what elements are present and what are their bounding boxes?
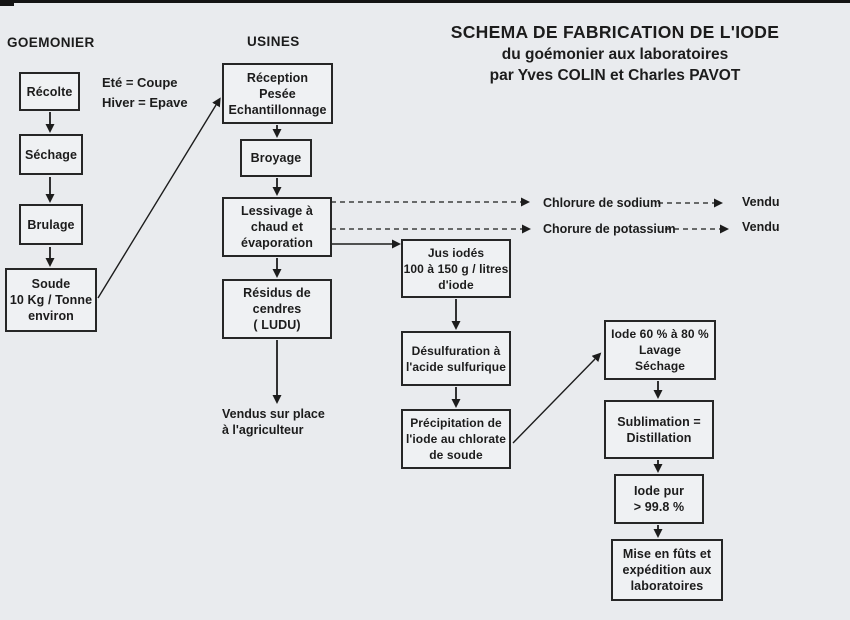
process-box-residus-cendres xyxy=(222,279,332,339)
box-line: > 99.8 % xyxy=(633,500,685,514)
vendu-potassium-label: Vendu xyxy=(742,220,780,234)
chlorure-sodium-label: Chlorure de sodium xyxy=(543,196,662,210)
box-line: 100 à 150 g / litres xyxy=(403,261,509,276)
vendus-sur-place-line1: Vendus sur place xyxy=(222,407,325,421)
process-box-brulage xyxy=(19,204,83,245)
column-heading-goemonier: GOEMONIER xyxy=(7,35,95,50)
box-line: expédition aux xyxy=(622,563,712,577)
box-line: ( LUDU) xyxy=(253,318,301,332)
box-line: Sublimation = xyxy=(617,414,701,429)
page-subtitle: du goémonier aux laboratoires xyxy=(501,46,729,63)
arrow-precipitation-to-iode-60-80 xyxy=(513,359,595,443)
vendus-sur-place-label xyxy=(222,406,325,438)
season-note-line2: Hiver = Epave xyxy=(102,95,188,110)
box-line: chaud et xyxy=(250,220,304,234)
box-line: Réception xyxy=(246,70,309,85)
box-line: Broyage xyxy=(250,151,302,165)
box-line: Pesée xyxy=(259,86,296,101)
process-box-precipitation xyxy=(401,409,511,469)
process-box-lessivage xyxy=(222,197,332,257)
season-note-line1: Eté = Coupe xyxy=(102,75,178,90)
box-line: Récolte xyxy=(26,84,73,99)
diagram-title-block xyxy=(410,22,820,85)
page-title: SCHEMA DE FABRICATION DE L'IODE xyxy=(450,22,780,42)
box-line: Brulage xyxy=(27,217,75,232)
process-box-soude xyxy=(5,268,97,332)
box-line: 10 Kg / Tonne xyxy=(9,293,93,307)
process-box-iode-pur xyxy=(614,474,704,524)
vendu-sodium-label: Vendu xyxy=(742,195,780,209)
box-line: l'iode au chlorate xyxy=(405,432,506,446)
box-line: Distillation xyxy=(626,430,692,445)
process-box-sublimation xyxy=(604,400,714,459)
box-line: Résidus de xyxy=(243,286,311,300)
box-line: de soude xyxy=(429,448,483,462)
process-box-recolte xyxy=(19,72,80,111)
box-line: Précipitation de xyxy=(410,416,502,430)
box-line: évaporation xyxy=(241,236,313,250)
box-line: Soude xyxy=(31,277,71,291)
process-box-sechage xyxy=(19,134,83,175)
box-line: Séchage xyxy=(24,147,78,162)
chorure-potassium-label: Chorure de potassium xyxy=(543,222,676,236)
box-line: Désulfuration à xyxy=(411,343,501,358)
box-line: Iode pur xyxy=(633,484,685,498)
process-box-broyage xyxy=(240,139,312,177)
process-box-mise-en-futs xyxy=(611,539,723,601)
process-box-iode-60-80 xyxy=(604,320,716,380)
box-line: Mise en fûts et xyxy=(622,547,712,561)
box-line: Jus iodés xyxy=(427,245,485,260)
season-note xyxy=(102,73,188,113)
box-line: environ xyxy=(28,309,74,323)
arrow-soude-to-reception xyxy=(98,105,216,298)
process-box-desulfuration xyxy=(401,331,511,386)
box-line: Iode 60 % à 80 % xyxy=(611,327,709,341)
column-heading-usines: USINES xyxy=(247,34,300,49)
box-line: laboratoires xyxy=(630,579,704,593)
box-line: Echantillonnage xyxy=(228,102,327,117)
box-line: Lessivage à xyxy=(241,204,313,218)
page-authors: par Yves COLIN et Charles PAVOT xyxy=(489,67,741,84)
vendus-sur-place-line2: à l'agriculteur xyxy=(222,423,304,437)
process-box-jus-iodes xyxy=(401,239,511,298)
process-box-reception xyxy=(222,63,333,124)
box-line: d'iode xyxy=(438,277,474,292)
box-line: cendres xyxy=(252,302,302,316)
box-line: Lavage xyxy=(639,343,681,357)
box-line: Séchage xyxy=(634,359,686,373)
box-line: l'acide sulfurique xyxy=(405,359,506,374)
